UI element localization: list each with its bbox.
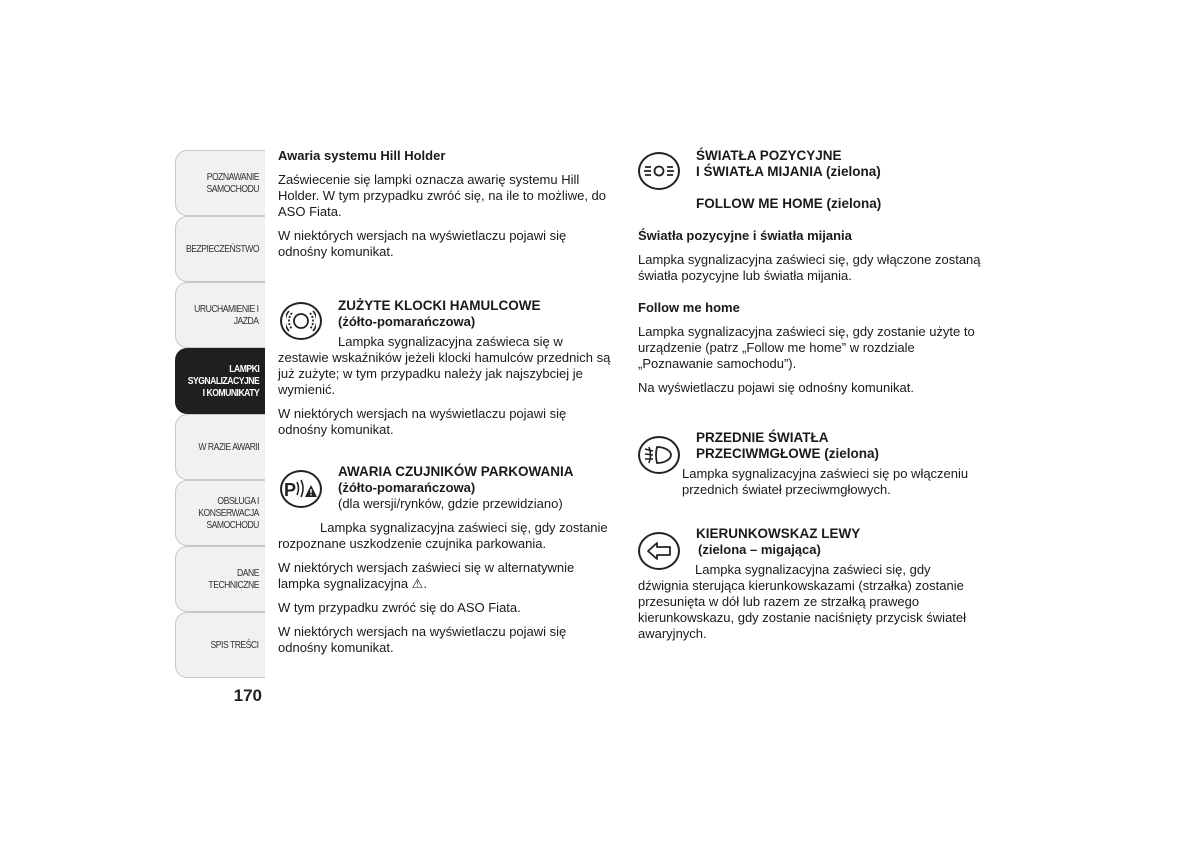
tab-dane-techniczne[interactable]: DANE TECHNICZNE: [175, 546, 265, 612]
tab-obsluga-i-konserwacja[interactable]: OBSŁUGA I KONSERWACJA SAMOCHODU: [175, 480, 265, 546]
parking-sensors-title: AWARIA CZUJNIKÓW PARKOWANIA: [338, 464, 574, 479]
parking-sensors-section: [278, 464, 613, 656]
tab-lampki-sygnalizacyjne[interactable]: LAMPKI SYGNALIZACYJNE I KOMUNIKATY: [175, 348, 265, 414]
turn-signal-text: Lampka sygnalizacyjna zaświeci się, gdy dźwignia sterująca kierunkowskazami (strzałka) zostanie przesunięta w dół lub razem ze strzałką prawego kierunkowskazu, gdy zostanie naciśnięty przycisk świateł awaryjnych.: [638, 562, 967, 641]
brake-pads-color: (żółto-pomarańczowa): [338, 314, 476, 329]
tab-uruchamienie-i-jazda[interactable]: URUCHAMIENIE I JAZDA: [175, 282, 265, 348]
turn-signal-section: [638, 526, 983, 642]
fog-lights-title-2: PRZECIWMGŁOWE: [696, 446, 821, 461]
fog-lights-title-1: PRZEDNIE ŚWIATŁA: [696, 430, 829, 445]
left-column: [278, 148, 613, 260]
brake-pads-title: ZUŻYTE KLOCKI HAMULCOWE: [338, 298, 541, 313]
parking-sensors-text: Lampka sygnalizacyjna zaświeci się, gdy zostanie rozpoznane uszkodzenie czujnika parkowania.: [278, 520, 608, 551]
lights-title-1: ŚWIATŁA POZYCYJNE: [696, 148, 842, 163]
brake-pads-section: [278, 298, 613, 438]
lights-title-2-color: (zielona): [822, 164, 881, 179]
parking-sensors-alt-lamp: W niektórych wersjach zaświeci się w alternatywnie lampka sygnalizacyjna ⚠.: [278, 560, 575, 591]
parking-sensors-color: (żółto-pomarańczowa): [338, 480, 476, 495]
lights-display-note: Na wyświetlaczu pojawi się odnośny komunikat.: [638, 380, 915, 395]
parking-sensors-display-note: W niektórych wersjach na wyświetlaczu pojawi się odnośny komunikat.: [278, 624, 567, 655]
parking-sensors-availability: (dla wersji/rynków, gdzie przewidziano): [338, 496, 563, 511]
svg-text:P: P: [284, 480, 297, 500]
lights-subheading-1: Światła pozycyjne i światła mijania: [638, 228, 852, 243]
fog-lights-color: (zielona): [820, 446, 880, 461]
lights-section: [638, 148, 983, 396]
fog-lights-text: Lampka sygnalizacyjna zaświeci się po włączeniu przednich świateł przeciwmgłowych.: [682, 466, 969, 497]
follow-me-home-title: FOLLOW ME HOME: [696, 196, 823, 211]
lights-title-2: I ŚWIATŁA MIJANIA: [696, 164, 823, 179]
parking-sensors-service: W tym przypadku zwróć się do ASO Fiata.: [278, 600, 521, 615]
hill-holder-heading: Awaria systemu Hill Holder: [278, 148, 446, 163]
lights-subheading-2: Follow me home: [638, 300, 740, 315]
tab-spis-tresci[interactable]: SPIS TREŚCI: [175, 612, 265, 678]
brake-pads-display-note: W niektórych wersjach na wyświetlaczu pojawi się odnośny komunikat.: [278, 406, 567, 437]
fog-lights-section: [638, 430, 983, 498]
lights-text-2: Lampka sygnalizacyjna zaświeci się, gdy zostanie użyte to urządzenie (patrz „Follow me home” w rozdziale „Poznawanie samochodu”).: [638, 324, 975, 371]
turn-signal-title: KIERUNKOWSKAZ LEWY: [696, 526, 861, 541]
brake-pads-text: Lampka sygnalizacyjna zaświeca się w zestawie wskaźników jeżeli klocki hamulców przednich są już zużyte; w tym przypadku należy jak najszybciej je wymienić.: [278, 334, 611, 397]
follow-me-home-color: (zielona): [822, 196, 882, 211]
lights-text-1: Lampka sygnalizacyjna zaświeci się, gdy włączone zostaną światła pozycyjne lub światła mijania.: [638, 252, 981, 283]
tab-w-razie-awarii[interactable]: W RAZIE AWARII: [175, 414, 265, 480]
tab-poznawanie-samochodu[interactable]: POZNAWANIE SAMOCHODU: [175, 150, 265, 216]
turn-signal-color: (zielona – migająca): [698, 542, 821, 557]
hill-holder-text: Zaświecenie się lampki oznacza awarię systemu Hill Holder. W tym przypadku zwróć się, na ile to możliwe, do ASO Fiata.: [278, 172, 607, 219]
page-number: 170: [233, 686, 262, 705]
tab-bezpieczenstwo[interactable]: BEZPIECZEŃSTWO: [175, 216, 265, 282]
hill-holder-display-note: W niektórych wersjach na wyświetlaczu pojawi się odnośny komunikat.: [278, 228, 567, 259]
